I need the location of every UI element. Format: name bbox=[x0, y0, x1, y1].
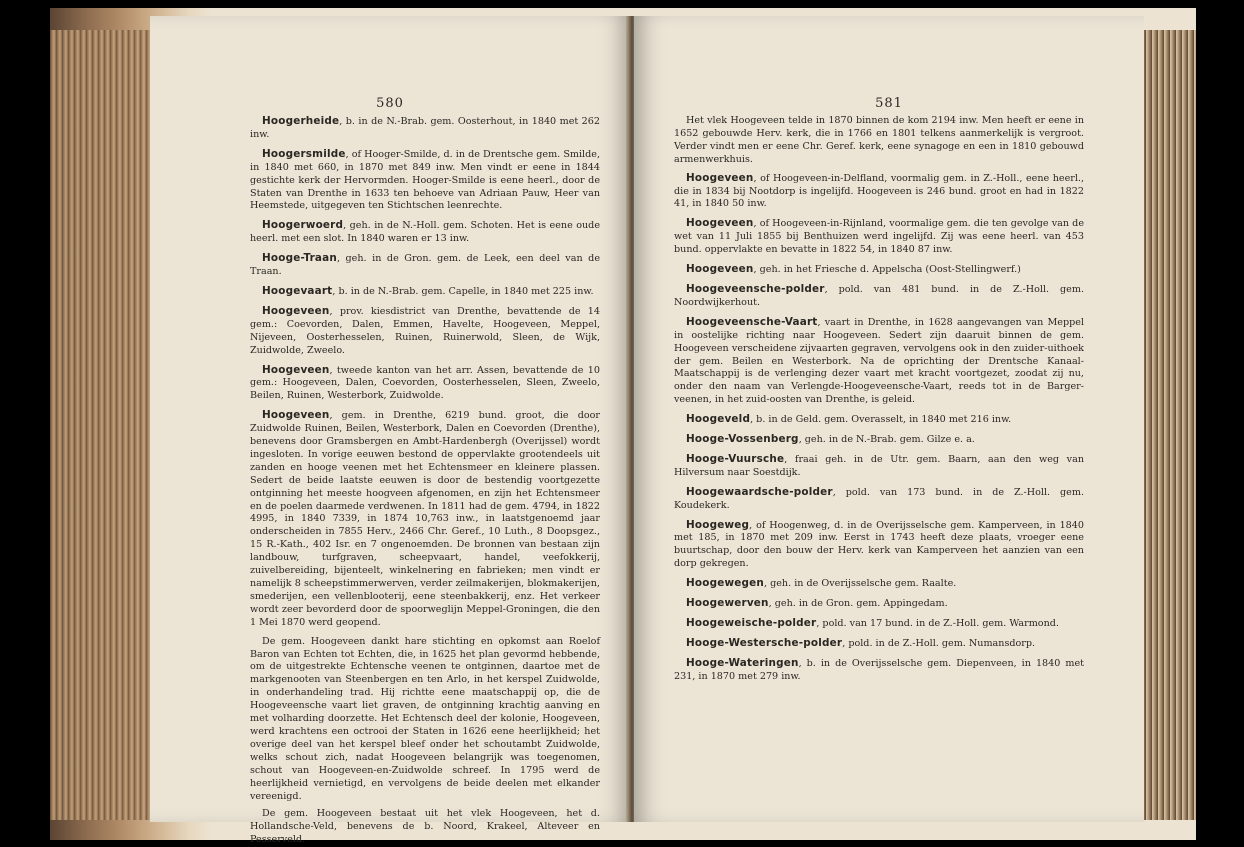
dictionary-entry bbox=[674, 519, 1084, 572]
entry-text: , tweede kanton van het arr. Assen, bevattende de 10 gem.: Hoogeveen, Dalen, Coevorden, Oosterhesselen, Sleen, Zweelo, Beilen, Ruinen, Westerbork, Zuidwolde. bbox=[250, 364, 600, 402]
entry-term: Hoogerheide bbox=[262, 115, 340, 127]
dictionary-entry bbox=[674, 657, 1084, 684]
entry-term: Hoogeveld bbox=[686, 413, 751, 426]
entry-text: , geh. in de N.-Brab. gem. Gilze e. a. bbox=[798, 434, 975, 446]
dictionary-entry bbox=[674, 172, 1084, 212]
entry-term: Hoogeveen bbox=[262, 363, 330, 376]
entry-text: , pold. van 173 bund. in de Z.-Holl. gem. Koudekerk. bbox=[674, 486, 1084, 511]
dictionary-entry bbox=[250, 409, 600, 629]
entry-text: , b. in de Overijsselsche gem. Diepenveen, in 1840 met 231, in 1870 met 279 inw. bbox=[674, 657, 1084, 682]
left-page bbox=[150, 16, 630, 846]
dictionary-entry bbox=[674, 283, 1084, 310]
entry-text: , prov. kiesdistrict van Drenthe, bevattende de 14 gem.: Coevorden, Dalen, Emmen, Havelte, Hoogeveen, Meppel, Nijeveen, Oosterhesselen, Ruinen, Ruinerwold, Sleen, de Wijk, Zuidwolde, Zweelo. bbox=[250, 305, 600, 356]
dictionary-entry bbox=[250, 305, 600, 358]
entry-text: , of Hoogenweg, d. in de Overijsselsche gem. Kamperveen, in 1840 met 185, in 1870 met 209 inw. Eerst in 1743 heeft deze plaats, vroeger eene buurtschap, door den bouw der Herv. kerk van Kamperveen het aanzien van een dorp gekregen. bbox=[674, 519, 1084, 570]
entry-text: , geh. in de Overijsselsche gem. Raalte. bbox=[764, 578, 957, 590]
dictionary-entry bbox=[250, 219, 600, 246]
dictionary-entry bbox=[674, 217, 1084, 257]
dictionary-entry bbox=[674, 486, 1084, 513]
entry-term: Hoogeveen bbox=[262, 409, 330, 422]
entry-text: , vaart in Drenthe, in 1628 aangevangen van Meppel in oostelijke richting naar Hoogeveen. Sedert zijn daaruit binnen de gem. Hoogeveen verscheidene zijvaarten gegraven, vervolgens ook in den zuider-uithoek der gem. Beilen en Westerbork. Na de oprichting der Drentsche Kanaal-Maatschappij is de verlenging dezer vaart met kracht voortgezet, zoodat zij nu, onder den naam van Verlengde-Hoogeveensche-Vaart, reeds tot in de Barger-veenen, in het zuid-oosten van Drenthe, is geleid. bbox=[674, 316, 1084, 406]
entry-term: Hooge-Vossenberg bbox=[686, 433, 799, 446]
dictionary-entry bbox=[250, 115, 600, 142]
page-edges-right bbox=[1140, 30, 1196, 820]
entry-term: Hoogersmilde bbox=[262, 147, 346, 160]
entry-text: , of Hoogeveen-in-Rijnland, voormalige gem. die ten gevolge van de wet van 11 Juli 1855 bij Benthuizen werd ingelijfd. Zij was eene heerl. van 453 bund. oppervlakte en bevatte in 1822 54, in 1840 87 inw. bbox=[674, 218, 1084, 256]
dictionary-entry bbox=[674, 453, 1084, 480]
dictionary-entry bbox=[674, 637, 1084, 651]
entry-text: , geh. in de Gron. gem. Appingedam. bbox=[768, 598, 948, 610]
entry-term: Hoogewegen bbox=[686, 577, 764, 590]
entry-text: , of Hoogeveen-in-Delfland, voormalig gem. in Z.-Holl., eene heerl., die in 1834 bij Nootdorp is ingelijfd. Hoogeveen is 246 bund. groot en had in 1822 41, in 1840 50 inw. bbox=[674, 172, 1084, 210]
entry-text: , of Hooger-Smilde, d. in de Drentsche gem. Smilde, in 1840 met 660, in 1870 met 849 inw. Men vindt er eene in 1844 gestichte kerk der Hervormden. Hooger-Smilde is eene heerl., door de Staten van Drenthe in 1633 ten behoeve van Adriaan Pauw, Heer van Heemstede, uitgegeven ten Stichtschen leenrechte. bbox=[250, 148, 600, 212]
entry-text: , geh. in de Gron. gem. de Leek, een deel van de Traan. bbox=[250, 253, 600, 278]
entry-text: , fraai geh. in de Utr. gem. Baarn, aan den weg van Hilversum naar Soestdijk. bbox=[674, 453, 1084, 478]
entry-term: Hoogeveen bbox=[686, 171, 754, 184]
intro-paragraph: Het vlek Hoogeveen telde in 1870 binnen de kom 2194 inw. Men heeft er eene in 1652 gebouwde Herv. kerk, die in 1766 en 1801 telkens aanmerkelijk is vergroot. Verder vindt men er eene Chr. Geref. kerk, eene synagoge en een in 1810 gebouwd armenwerkhuis. bbox=[674, 115, 1084, 165]
entry-text: , gem. in Drenthe, 6219 bund. groot, die door Zuidwolde Ruinen, Beilen, Westerbork, Dalen en Coevorden (Drenthe), benevens door Gramsbergen en Ambt-Hardenbergh (Overijssel) wordt ingesloten. In vorige eeuwen bestond de oppervlakte grootendeels uit zanden en hooge veenen met het Echtensmeer en kleinere plassen. Sedert de beide laatste eeuwen is door de bestendig voortgezette ontginning het meeste hoogveen afgenomen, en zijn het Echtensmeer en de poelen daarmede verdwenen. In 1811 had de gem. 4794, in 1822 4995, in 1840 7339, in 1874 10,763 inw., in laatstgenoemd jaar onderscheiden in 7855 Herv., 2466 Chr. Geref., 10 Luth., 8 Doopsgez., 15 R.-Kath., 402 Isr. en 7 ongenoemden. De bronnen van bestaan zijn landbouw, turfgraven, scheepvaart, handel, veefokkerij, zuivelbereiding, bijenteelt, winkelnering en fabrieken; men vindt er namelijk 8 scheepstimmerwerven, verder zeilmakerijen, blokmakerijen, smederijen, een vellenblooterij, eene steenbakkerij, enz. Het verkeer wordt zeer bevorderd door de spoorweglijn Meppel-Groningen, die den 1 Mei 1870 werd geopend. bbox=[250, 410, 600, 628]
dictionary-entry bbox=[250, 252, 600, 279]
page-number-right: 581 bbox=[875, 96, 903, 111]
entry-term: Hooge-Traan bbox=[262, 252, 337, 265]
dictionary-entry bbox=[674, 597, 1084, 611]
dictionary-entry bbox=[250, 364, 600, 404]
page-edges-left bbox=[50, 30, 160, 820]
entry-text: , b. in de N.-Brab. gem. Oosterhout, in 1840 met 262 inw. bbox=[250, 116, 600, 140]
entry-term: Hoogevaart bbox=[262, 284, 333, 297]
entry-term: Hoogeweg bbox=[686, 518, 750, 531]
dictionary-entry bbox=[250, 285, 600, 299]
entry-term: Hoogewaardsche-polder bbox=[686, 485, 833, 498]
entry-term: Hoogeweische-polder bbox=[686, 617, 817, 629]
entry-term: Hooge-Wateringen bbox=[686, 656, 799, 669]
entry-text: , geh. in de N.-Holl. gem. Schoten. Het is eene oude heerl. met een slot. In 1840 waren er 13 inw. bbox=[250, 220, 600, 245]
entry-text: , b. in de Geld. gem. Overasselt, in 1840 met 216 inw. bbox=[750, 414, 1012, 426]
entry-term: Hoogewerven bbox=[686, 597, 769, 610]
dictionary-entry bbox=[674, 413, 1084, 427]
page-number-left: 580 bbox=[376, 96, 404, 111]
dictionary-entry bbox=[674, 263, 1084, 277]
entry-term: Hoogeveensche-polder bbox=[686, 282, 825, 295]
entry-text: , pold. in de Z.-Holl. gem. Numansdorp. bbox=[842, 637, 1036, 649]
entry-term: Hoogeveen bbox=[686, 263, 754, 276]
entry-text: , b. in de N.-Brab. gem. Capelle, in 1840 met 225 inw. bbox=[332, 285, 594, 297]
entry-term: Hoogeveen bbox=[262, 304, 330, 317]
entry-term: Hoogerwoerd bbox=[262, 219, 344, 232]
entry-term: Hooge-Vuursche bbox=[686, 452, 785, 465]
right-page bbox=[634, 16, 1144, 822]
entry-text: , pold. van 481 bund. in de Z.-Holl. gem. Noordwijkerhout. bbox=[674, 283, 1084, 308]
dictionary-entry bbox=[250, 148, 600, 214]
body-paragraph: De gem. Hoogeveen bestaat uit het vlek Hoogeveen, het d. Hollandsche-Veld, benevens de b. Noord, Krakeel, Alteveer en Pesserveld. bbox=[250, 808, 600, 846]
dictionary-entry bbox=[674, 577, 1084, 591]
entry-text: , geh. in het Friesche d. Appelscha (Oost-Stellingwerf.) bbox=[753, 264, 1021, 276]
entry-term: Hoogeveensche-Vaart bbox=[686, 315, 818, 328]
dictionary-entry bbox=[674, 617, 1084, 631]
dictionary-entry bbox=[674, 433, 1084, 447]
right-column bbox=[634, 115, 1144, 684]
entry-text: , pold. van 17 bund. in de Z.-Holl. gem. Warmond. bbox=[816, 618, 1059, 629]
entry-term: Hooge-Westersche-polder bbox=[686, 636, 843, 649]
left-column bbox=[150, 115, 630, 847]
dictionary-entry bbox=[674, 316, 1084, 407]
body-paragraph: De gem. Hoogeveen dankt hare stichting en opkomst aan Roelof Baron van Echten tot Echten, die, in 1625 het plan gevormd hebbende, om de uitgestrekte Echtensche veenen te ontginnen, daartoe met de markgenooten van Steenbergen en ten Arlo, in het kerspel Zuidwolde, in onderhandeling trad. Hij richtte eene maatschappij op, die de Hoogeveensche vaart liet graven, de ontginning krachtig aanving en met volharding doorzette. Het Echtensch deel der kolonie, Hoogeveen, werd krachtens een octrooi der Staten in 1626 eene heerlijkheid; het overige deel van het kerspel bleef onder het schoutambt Zuidwolde, welks schout zich, nadat Hoogeveen belangrijk was toegenomen, schout van Hoogeveen-en-Zuidwolde schreef. In 1795 werd de heerlijkheid vernietigd, en vervolgens de beide deelen met elkander vereenigd. bbox=[250, 635, 600, 802]
entry-term: Hoogeveen bbox=[686, 217, 754, 230]
